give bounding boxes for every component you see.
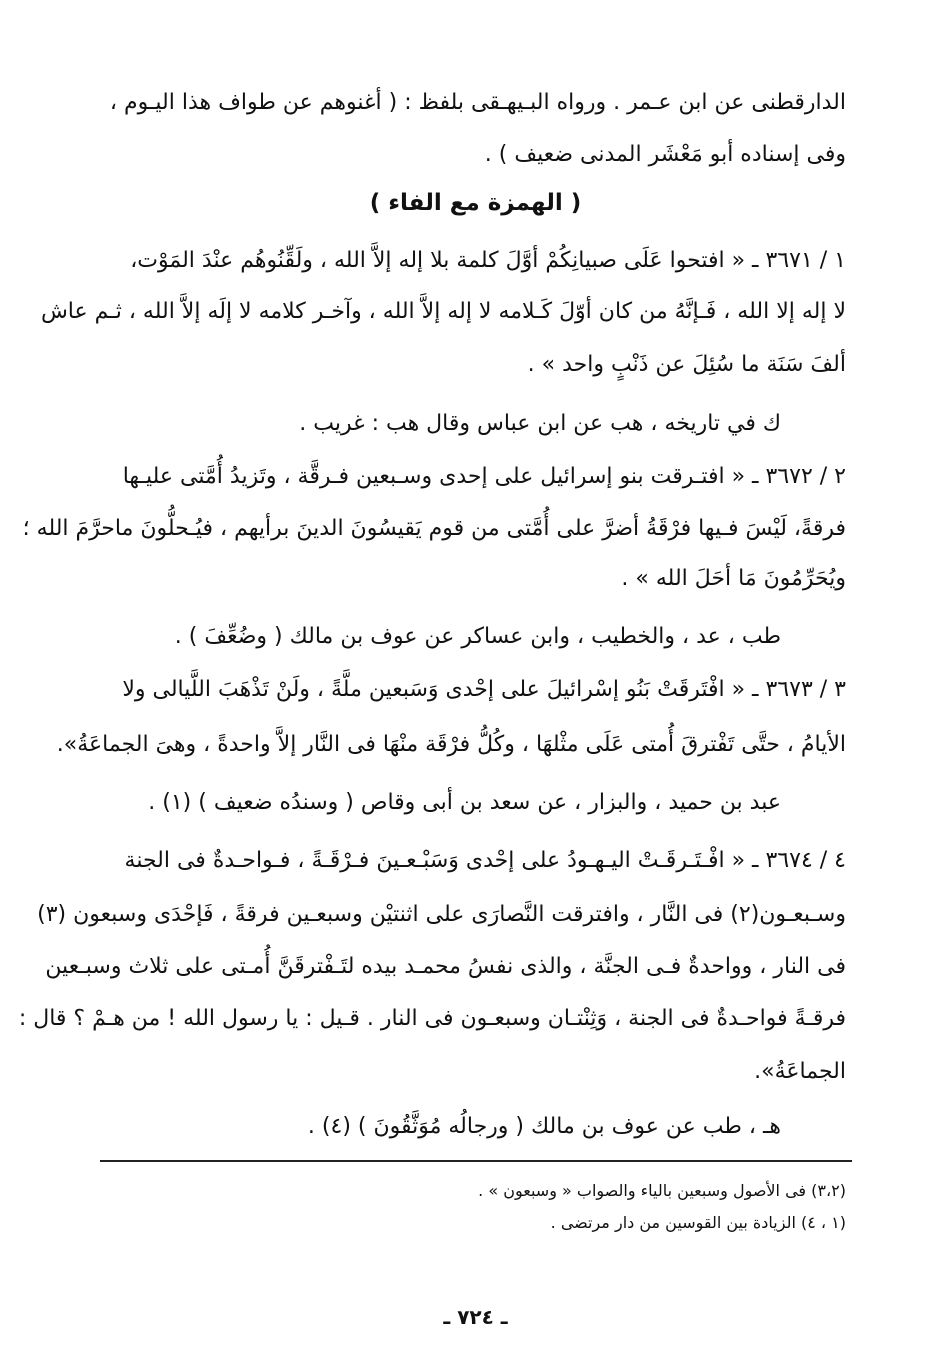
hadith-3674-line-2: وسـبعـون(٢) فى النَّار ، وافترقت النَّصارَى على اثنتيْن وسبعـين فرقةً ، فَإحْدَى وسبعون (٣) <box>37 902 846 927</box>
intro-line-1: الدارقطنى عن ابن عـمر . ورواه البـيهـقى بلفظ : ( أغنوهم عن طواف هذا اليـوم ، <box>109 90 846 115</box>
footnote-2: (١ ، ٤) الزيادة بين القوسين من دار مرتضى . <box>550 1213 846 1232</box>
hadith-3674-line-1: ٤ / ٣٦٧٤ ـ « افْـتَـرقَـتْ اليـهـودُ على إحْدى وَسَبْـعـينَ فـرْقَـةً ، فـواحـدةٌ فى الجنة <box>124 848 846 873</box>
hadith-3671-line-1: ١ / ٣٦٧١ ـ « افتحوا عَلَى صبيانِكُمْ أوَّلَ كلمة بلا إله إلاَّ الله ، ولَقِّنُوهُم عنْدَ المَوْت، <box>130 248 846 273</box>
footnote-1: (٣،٢) فى الأصول وسبعين بالياء والصواب « وسبعون » . <box>478 1181 846 1200</box>
page-number: ـ ٧٢٤ ـ <box>443 1305 508 1329</box>
hadith-3671-source: ك في تاريخه ، هب عن ابن عباس وقال هب : غريب . <box>299 411 781 436</box>
hadith-3672-line-2: فرقةً، لَيْسَ فـيها فرْقَةُ أضرَّ على أُمَّتى من قوم يَقيسُونَ الدينَ برأيهم ، فيُـحلُّونَ ماحرَّمَ الله ؛ <box>22 516 846 541</box>
hadith-3673-source: عبد بن حميد ، والبزار ، عن سعد بن أبى وقاص ( وسندُه ضعيف ) (١) . <box>148 790 781 815</box>
hadith-3673-line-1: ٣ / ٣٦٧٣ ـ « افْتَرقَتْ بَنُو إسْرائيلَ على إحْدى وَسَبعين ملَّةً ، ولَنْ تَذْهَبَ اللَّيالى ولا <box>122 677 846 702</box>
footnote-separator <box>100 1160 852 1162</box>
hadith-3671-line-3: ألفَ سَنَة ما سُئِلَ عن ذَنْبٍ واحد » . <box>527 352 846 377</box>
hadith-3674-line-5: الجماعَةُ». <box>754 1059 846 1084</box>
section-heading: ( الهمزة مع الفاء ) <box>369 190 582 216</box>
hadith-3672-source: طب ، عد ، والخطيب ، وابن عساكر عن عوف بن مالك ( وضُعِّفَ ) . <box>174 624 781 649</box>
hadith-3674-source: هـ ، طب عن عوف بن مالك ( ورجالُه مُوَثَّقُونَ ) (٤) . <box>307 1114 781 1139</box>
hadith-3674-line-4: فرقـةً فواحـدةٌ فى الجنة ، وَثِنْتـان وسبعـون فى النار . قـيل : يا رسول الله ! من هـمْ ؟ قال : <box>18 1006 846 1031</box>
hadith-3671-line-2: لا إله إلا الله ، فَـإنَّهُ من كان أوّلَ كَـلامه لا إله إلاَّ الله ، وآخـر كلامه لا إلَه إلاَّ الله ، ثـم عاش <box>40 299 846 324</box>
hadith-3672-line-1: ٢ / ٣٦٧٢ ـ « افتـرقت بنو إسرائيل على إحدى وسـبعين فـرقَّة ، وتَزيدُ أُمَّتى عليـها <box>122 464 846 489</box>
intro-line-2: وفى إسناده أبو مَعْشَر المدنى ضعيف ) . <box>484 142 846 167</box>
hadith-3672-line-3: ويُحَرِّمُونَ مَا أحَلَ الله » . <box>621 566 846 591</box>
hadith-3674-line-3: فى النار ، وواحدةٌ فـى الجنَّة ، والذى نفسُ محمـد بيده لتَـفْترقَنَّ أُمـتى على ثلاث وسبـعين <box>45 954 846 979</box>
hadith-3673-line-2: الأيامُ ، حتَّى تَفْترقَ أُمتى عَلَى مثْلهَا ، وكُلُّ فرْقَة منْهَا فى النَّار إلاَّ واحدةً ، وهىَ الجماعَةُ». <box>56 732 846 757</box>
